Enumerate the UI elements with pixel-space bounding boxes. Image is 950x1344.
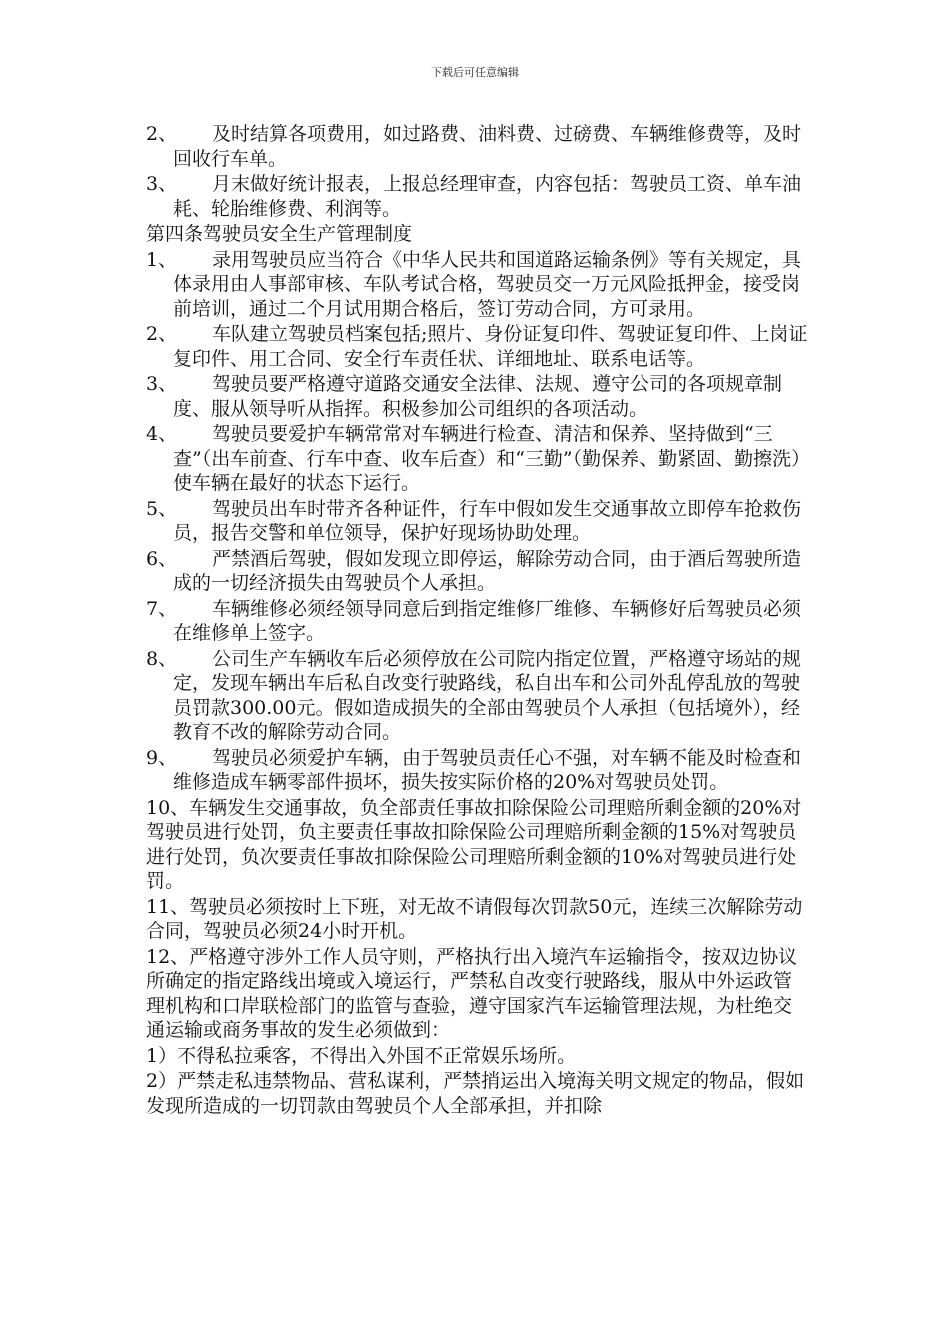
- item-number: 3、: [146, 173, 178, 195]
- document-body: [146, 122, 808, 1119]
- item-text: 车辆维修必须经领导同意后到指定维修厂维修、车辆修好后驾驶员必须在维修单上签字。: [173, 597, 802, 644]
- item-text: 驾驶员出车时带齐各种证件，行车中假如发生交通事故立即停车抢救伤员，报告交警和单位领导，保护好现场协助处理。: [173, 497, 802, 544]
- list-item: [146, 746, 808, 795]
- item-text: 及时结算各项费用，如过路费、油料费、过磅费、车辆维修费等，及时回收行车单。: [173, 123, 802, 170]
- item-number: 2、: [146, 323, 178, 345]
- section-title: 第四条驾驶员安全生产管理制度: [146, 223, 413, 245]
- item-number: 4、: [146, 423, 178, 445]
- item-number: 9、: [146, 746, 178, 769]
- list-item: [146, 647, 808, 745]
- item-text: 公司生产车辆收车后必须停放在公司院内指定位置，严格遵守场站的规定，发现车辆出车后私自改变行驶路线，私自出车和公司外乱停乱放的驾驶员罚款300.00元。假如造成损失的全部由驾驶员个人承担（包括境外），经教育不改的解除劳动合同。: [173, 647, 802, 743]
- item-number: 1、: [146, 248, 178, 271]
- sub-item: 1）不得私拉乘客，不得出入外国不正常娱乐场所。: [146, 1044, 577, 1067]
- list-item: [146, 248, 808, 322]
- list-item: [146, 497, 808, 546]
- paragraph: 12、严格遵守涉外工作人员守则，严格执行出入境汽车运输指令，按双边协议所确定的指定路线出境或入境运行，严禁私自改变行驶路线，服从中外运政管理机构和口岸联检部门的监管与查验，遵守国家汽车运输管理法规，为杜绝交通运输或商务事故的发生必须做到：: [146, 945, 798, 1041]
- paragraph: 10、车辆发生交通事故，负全部责任事故扣除保险公司理赔所剩金额的20%对驾驶员进行处罚，负主要责任事故扣除保险公司理赔所剩金额的15%对驾驶员进行处罚，负次要责任事故扣除保险公司理赔所剩金额的10%对驾驶员进行处罚。: [146, 796, 802, 892]
- item-text: 驾驶员要爱护车辆常常对车辆进行检查、清洁和保养、坚持做到“三查”（出车前查、行车中查、收车后查）和“三勤”（勤保养、勤紧固、勤擦洗）使车辆在最好的状态下运行。: [173, 423, 801, 494]
- item-text: 录用驾驶员应当符合《中华人民共和国道路运输条例》等有关规定，具体录用由人事部审核、车队考试合格，驾驶员交一万元风险抵押金，接受岗前培训，通过二个月试用期合格后，签订劳动合同，方可录用。: [173, 248, 802, 320]
- item-text: 严禁酒后驾驶，假如发现立即停运，解除劳动合同，由于酒后驾驶所造成的一切经济损失由驾驶员个人承担。: [173, 547, 802, 594]
- list-item: [146, 597, 808, 646]
- item-number: 5、: [146, 497, 178, 520]
- list-item: [146, 122, 808, 171]
- item-text: 驾驶员必须爱护车辆，由于驾驶员责任心不强，对车辆不能及时检查和维修造成车辆零部件损坏，损失按实际价格的20%对驾驶员处罚。: [173, 746, 802, 793]
- paragraph: 11、驾驶员必须按时上下班，对无故不请假每次罚款50元，连续三次解除劳动合同，驾驶员必须24小时开机。: [146, 895, 803, 942]
- item-number: 3、: [146, 373, 178, 395]
- list-item: [146, 422, 808, 496]
- item-text: 车队建立驾驶员档案包括;照片、身份证复印件、驾驶证复印件、上岗证复印件、用工合同、安全行车责任状、详细地址、联系电话等。: [173, 323, 808, 370]
- page-header: 下载后可任意编辑: [431, 66, 519, 79]
- item-number: 7、: [146, 597, 178, 620]
- list-item: [146, 322, 808, 371]
- item-number: 6、: [146, 547, 178, 570]
- list-item: [146, 547, 808, 596]
- item-text: 驾驶员要严格遵守道路交通安全法律、法规、遵守公司的各项规章制度、服从领导听从指挥。积极参加公司组织的各项活动。: [173, 373, 783, 420]
- item-number: 8、: [146, 647, 178, 670]
- list-item: [146, 172, 808, 221]
- item-text: 月末做好统计报表，上报总经理审查，内容包括：驾驶员工资、单车油耗、轮胎维修费、利润等。: [173, 173, 802, 220]
- item-number: 2、: [146, 123, 178, 145]
- list-item: [146, 372, 808, 421]
- sub-item: 2）严禁走私违禁物品、营私谋利，严禁捎运出入境海关明文规定的物品，假如发现所造成的一切罚款由驾驶员个人全部承担，并扣除: [146, 1070, 805, 1117]
